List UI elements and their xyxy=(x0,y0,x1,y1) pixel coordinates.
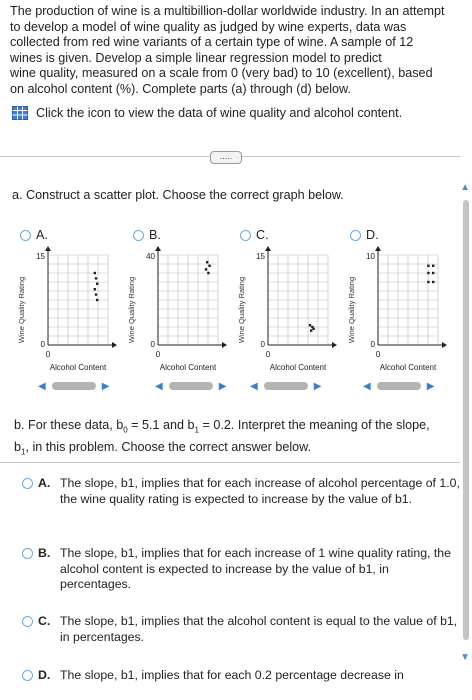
pager-d[interactable] xyxy=(363,381,434,391)
y-axis-arrow-icon xyxy=(45,246,51,251)
y-axis-label: Wine Quality Rating xyxy=(237,276,246,344)
y-tick-label: 15 xyxy=(36,252,45,261)
answer-a-radio[interactable] xyxy=(22,478,33,489)
data-point xyxy=(95,293,97,295)
answer-c[interactable] xyxy=(22,614,458,654)
scatter-plot-b-svg xyxy=(124,245,234,375)
scatter-plot-option-b xyxy=(124,245,234,380)
scatter-plot-d-svg xyxy=(344,245,464,375)
answer-c-letter: C. xyxy=(38,614,51,628)
left-arrow-icon[interactable]: ◀ xyxy=(250,380,258,392)
left-arrow-icon[interactable]: ◀ xyxy=(155,380,163,392)
left-arrow-icon[interactable]: ◀ xyxy=(363,380,371,392)
option-a-label: A. xyxy=(36,228,48,242)
y-tick-label: 0 xyxy=(40,340,45,349)
b0-subscript: 0 xyxy=(123,425,128,435)
data-point xyxy=(96,299,98,301)
part-b-text: = 0.2. Interpret the meaning of the slope, xyxy=(199,418,430,432)
right-arrow-icon[interactable]: ▶ xyxy=(101,380,110,392)
scatter-plot-option-c xyxy=(234,245,344,380)
intro-line: The production of wine is a multibillion-dollar worldwide industry. In an attempt xyxy=(10,4,445,18)
b1-subscript: 1 xyxy=(21,447,26,457)
part-b-text: b. For these data, b xyxy=(14,418,124,432)
part-b-question xyxy=(14,417,454,460)
option-c-label: C. xyxy=(256,228,269,242)
option-c-radio-group[interactable] xyxy=(240,228,269,242)
pager-c[interactable] xyxy=(250,381,321,391)
pager-bar[interactable] xyxy=(377,382,421,390)
data-point xyxy=(208,265,210,267)
answer-b-letter: B. xyxy=(38,546,51,560)
pager-bar[interactable] xyxy=(169,382,213,390)
divider xyxy=(0,462,460,463)
data-point xyxy=(427,265,429,267)
x-axis-arrow-icon xyxy=(112,342,117,348)
data-point xyxy=(94,272,96,274)
pager-bar[interactable] xyxy=(264,382,308,390)
x-axis-arrow-icon xyxy=(442,342,447,348)
y-axis-arrow-icon xyxy=(265,246,271,251)
right-arrow-icon[interactable]: ▶ xyxy=(426,380,435,392)
data-point xyxy=(94,288,96,290)
scatter-plot-c-svg xyxy=(234,245,344,375)
data-point xyxy=(310,329,312,331)
data-point xyxy=(206,261,208,263)
option-d-label: D. xyxy=(366,228,379,242)
data-point xyxy=(309,324,311,326)
answer-d[interactable] xyxy=(22,668,452,688)
x-axis-label: Alcohol Content xyxy=(159,363,217,372)
view-data-link[interactable] xyxy=(12,106,402,120)
x-axis-arrow-icon xyxy=(222,342,227,348)
option-b-radio-group[interactable] xyxy=(133,228,161,242)
right-arrow-icon[interactable]: ▶ xyxy=(218,380,227,392)
x-axis-label: Alcohol Content xyxy=(49,363,107,372)
right-arrow-icon[interactable]: ▶ xyxy=(313,380,322,392)
more-button[interactable]: ..... xyxy=(210,151,242,164)
option-d-radio-group[interactable] xyxy=(350,228,379,242)
option-c-radio[interactable] xyxy=(240,230,251,241)
y-tick-label: 10 xyxy=(366,252,375,261)
option-b-label: B. xyxy=(149,228,161,242)
answer-d-radio[interactable] xyxy=(22,670,33,681)
part-b-text: = 5.1 and b xyxy=(127,418,195,432)
option-b-radio[interactable] xyxy=(133,230,144,241)
scroll-down-icon[interactable]: ▼ xyxy=(460,652,470,663)
y-tick-label: 0 xyxy=(260,340,265,349)
data-point xyxy=(312,328,314,330)
x-tick-label: 0 xyxy=(375,350,381,359)
left-arrow-icon[interactable]: ◀ xyxy=(38,380,46,392)
answer-a[interactable] xyxy=(22,476,460,536)
problem-statement xyxy=(10,4,465,98)
answer-c-radio[interactable] xyxy=(22,616,33,627)
intro-line: wines is given. Develop a simple linear regression model to predict xyxy=(10,50,382,65)
y-axis-arrow-icon xyxy=(375,246,381,251)
y-tick-label: 0 xyxy=(150,340,155,349)
part-a-question: a. Construct a scatter plot. Choose the correct graph below. xyxy=(12,188,344,202)
intro-line: wine quality, measured on a scale from 0 (very bad) to 10 (excellent), based xyxy=(10,66,433,81)
data-point xyxy=(205,268,207,270)
intro-line: collected from red wine variants of a certain type of wine. A sample of 12 xyxy=(10,35,414,50)
data-point xyxy=(432,281,434,283)
view-data-label[interactable]: Click the icon to view the data of wine quality and alcohol content. xyxy=(36,106,403,120)
answer-b[interactable] xyxy=(22,546,452,606)
scatter-plot-a-svg xyxy=(14,245,124,375)
x-axis-arrow-icon xyxy=(332,342,337,348)
data-point xyxy=(432,272,434,274)
x-axis-label: Alcohol Content xyxy=(379,363,437,372)
y-tick-label: 0 xyxy=(370,340,375,349)
part-b-text: b xyxy=(14,439,22,454)
y-axis-label: Wine Quality Rating xyxy=(17,276,26,344)
answer-b-radio[interactable] xyxy=(22,548,33,559)
part-b-text: , in this problem. Choose the correct answer below. xyxy=(25,439,312,454)
x-axis-label: Alcohol Content xyxy=(269,363,327,372)
y-axis-label: Wine Quality Rating xyxy=(127,276,136,344)
intro-line: to develop a model of wine quality as judged by wine experts, data was xyxy=(10,19,407,34)
data-point xyxy=(427,272,429,274)
pager-b[interactable] xyxy=(155,381,226,391)
data-point xyxy=(427,281,429,283)
data-table-icon[interactable] xyxy=(12,106,28,120)
pager-bar[interactable] xyxy=(52,382,96,390)
answer-a-text: The slope, b1, implies that for each increase of alcohol percentage of 1.0, the wine quality rating is expected to increase by the value of b1. xyxy=(60,476,460,506)
answer-a-letter: A. xyxy=(38,476,51,490)
data-point xyxy=(95,277,97,279)
answer-d-letter: D. xyxy=(38,668,51,682)
option-a-radio[interactable] xyxy=(20,230,31,241)
pager-a[interactable] xyxy=(38,381,109,391)
scatter-plot-option-d xyxy=(344,245,464,380)
x-tick-label: 0 xyxy=(265,350,271,359)
data-point xyxy=(207,272,209,274)
y-tick-label: 15 xyxy=(256,252,265,261)
x-tick-label: 0 xyxy=(45,350,51,359)
answer-b-text: The slope, b1, implies that for each increase of 1 wine quality rating, the alcohol content is expected to increase by the value of b1, in percentages. xyxy=(60,546,451,591)
data-point xyxy=(432,265,434,267)
answer-d-text: The slope, b1, implies that for each 0.2 percentage decrease in xyxy=(60,668,404,682)
y-axis-label: Wine Quality Rating xyxy=(347,276,356,344)
option-d-radio[interactable] xyxy=(350,230,361,241)
data-point xyxy=(96,283,98,285)
x-tick-label: 0 xyxy=(155,350,161,359)
scroll-up-icon[interactable]: ▲ xyxy=(460,182,470,193)
y-tick-label: 40 xyxy=(146,252,155,261)
b1-subscript: 1 xyxy=(194,425,199,435)
intro-line: on alcohol content (%). Complete parts (a) through (d) below. xyxy=(10,81,351,96)
scatter-plot-option-a xyxy=(14,245,124,380)
y-axis-arrow-icon xyxy=(155,246,161,251)
answer-c-text: The slope, b1, implies that the alcohol content is equal to the value of b1, in percentages. xyxy=(60,614,458,644)
option-a-radio-group[interactable] xyxy=(20,228,48,242)
